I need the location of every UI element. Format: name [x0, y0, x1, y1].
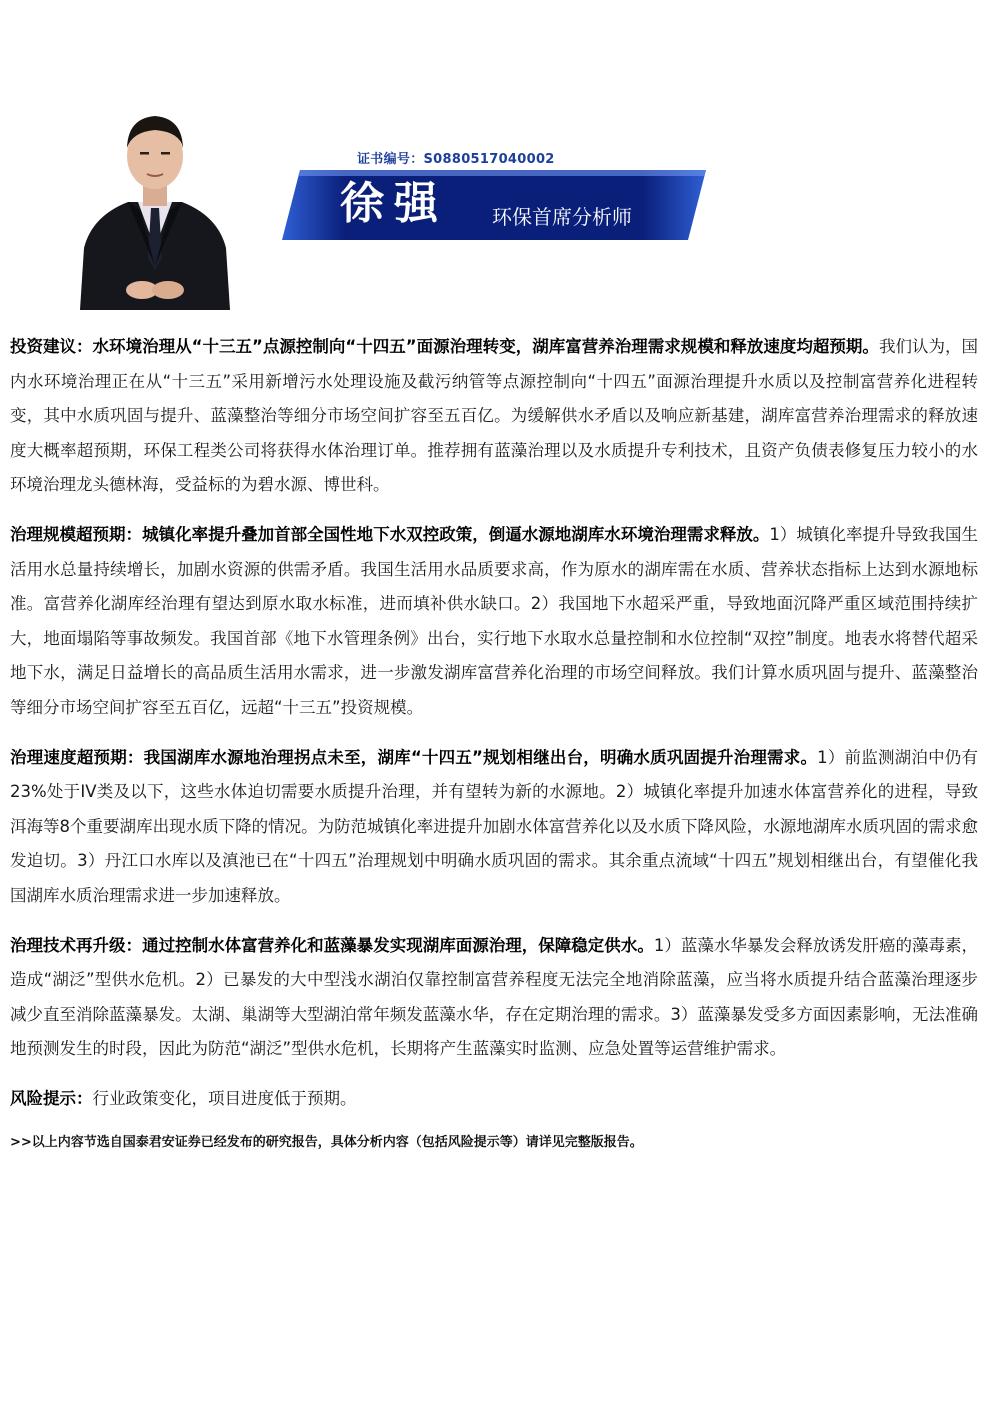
section-body: 1）蓝藻水华暴发会释放诱发肝癌的藻毒素，造成“湖泛”型供水危机。2）已暴发的大中型浅水湖泊仅靠控制富营养程度无法完全地消除蓝藻，应当将水质提升结合蓝藻治理逐步减少直至消除蓝藻暴发。太湖、巢湖等大型湖泊常年频发蓝藻水华，存在定期治理的需求。3）蓝藻暴发受多方面因素影响，无法准确地预测发生的时段，因此为防范“湖泛”型供水危机，长期将产生蓝藻实时监测、应急处置等运营维护需求。: [10, 935, 979, 1059]
section-heading: 投资建议：水环境治理从“十三五”点源控制向“十四五”面源治理转变，湖库富营养治理需求规模和释放速度均超预期。: [10, 337, 879, 356]
section-heading: 风险提示：: [10, 1088, 93, 1108]
section-scale: [10, 518, 978, 726]
section-risk: [10, 1082, 978, 1117]
section-investment-advice: [10, 330, 978, 503]
section-body: 行业政策变化，项目进度低于预期。: [92, 1088, 357, 1108]
analyst-header: [0, 0, 992, 320]
analyst-title: 环保首席分析师: [492, 205, 632, 229]
section-body: 1）前监测湖泊中仍有23%处于IV类及以下，这些水体迫切需要水质提升治理，并有望转为新的水源地。2）城镇化率提升加速水体富营养化的进程，导致洱海等8个重要湖库出现水质下降的情况。为防范城镇化率进提升加剧水体富营养化以及水质下降风险，水源地湖库水质巩固的需求愈发迫切。3）丹江口水库以及滇池已在“十四五”治理规划中明确水质巩固的需求。其余重点流域“十四五”规划相继出台，有望催化我国湖库水质治理需求进一步加速释放。: [10, 747, 978, 905]
section-body: 我们认为，国内水环境治理正在从“十三五”采用新增污水处理设施及截污纳管等点源控制向“十四五”面源治理提升水质以及控制富营养化进程转变，其中水质巩固与提升、蓝藻整治等细分市场空间扩容至五百亿。为缓解供水矛盾以及响应新基建，湖库富营养治理需求的释放速度大概率超预期，环保工程类公司将获得水体治理订单。推荐拥有蓝藻治理以及水质提升专利技术，且资产负债表修复压力较小的水环境治理龙头德林海，受益标的为碧水源、博世科。: [10, 337, 978, 495]
section-speed: [10, 741, 978, 914]
section-technology: [10, 929, 978, 1067]
section-heading: 治理规模超预期：城镇化率提升叠加首部全国性地下水双控政策，倒逼水源地湖库水环境治理需求释放。: [10, 524, 770, 544]
footer-note: >>以上内容节选自国泰君安证券已经发布的研究报告，具体分析内容（包括风险提示等）请详见完整版报告。: [10, 1135, 643, 1151]
report-summary: [10, 330, 978, 1150]
section-body: 1）城镇化率提升导致我国生活用水总量持续增长，加剧水资源的供需矛盾。我国生活用水品质要求高，作为原水的湖库需在水质、营养状态指标上达到水源地标准。富营养化湖库经治理有望达到原水取水标准，进而填补供水缺口。2）我国地下水超采严重，导致地面沉降严重区域范围持续扩大，地面塌陷等事故频发。我国首部《地下水管理条例》出台，实行地下水取水总量控制和水位控制“双控”制度。地表水将替代超采地下水，满足日益增长的高品质生活用水需求，进一步激发湖库富营养化治理的市场空间释放。我们计算水质巩固与提升、蓝藻整治等细分市场空间扩容至五百亿，远超“十三五”投资规模。: [10, 524, 979, 717]
certificate-number: 证书编号：S0880517040002: [357, 152, 555, 167]
analyst-portrait: [70, 98, 240, 310]
section-heading: 治理速度超预期：我国湖库水源地治理拐点未至，湖库“十四五”规划相继出台，明确水质巩固提升治理需求。: [10, 747, 818, 767]
section-heading: 治理技术再升级：通过控制水体富营养化和蓝藻暴发实现湖库面源治理，保障稳定供水。: [10, 935, 654, 955]
analyst-name: 徐强: [340, 178, 448, 229]
